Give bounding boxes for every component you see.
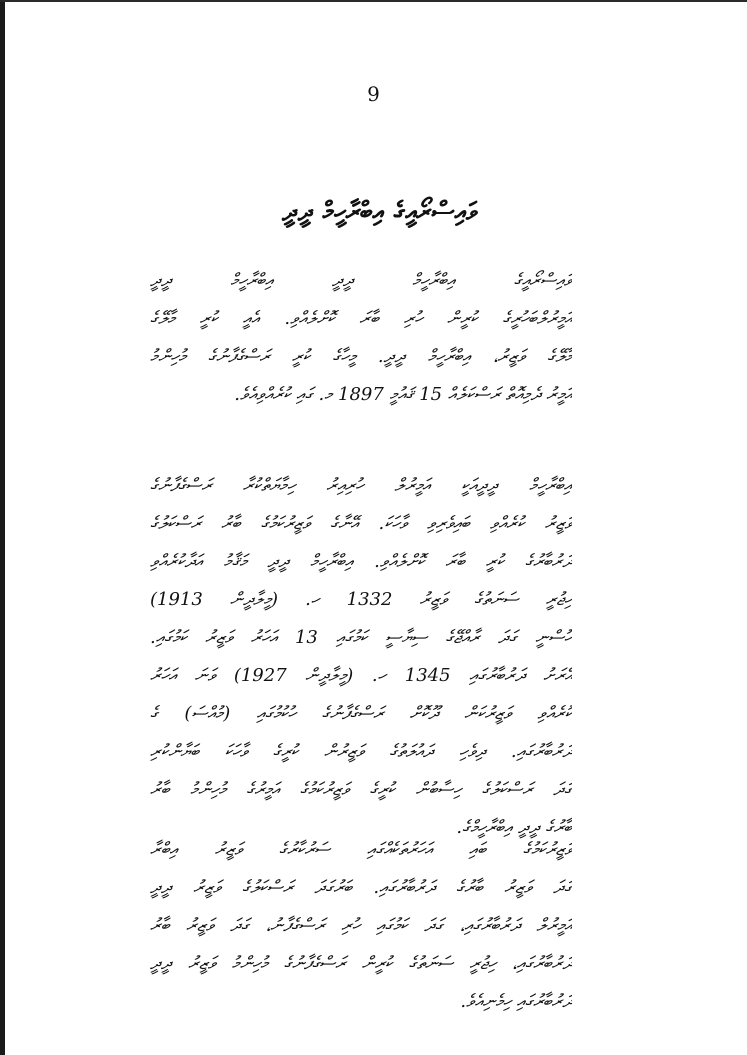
paragraph-1	[150, 262, 572, 414]
page-number: 9	[367, 82, 380, 106]
paragraph-line: ދަރުބާރުގެ ކުރީ ބާރަ ކޮށްލެއްވި. އިބްރާހީމް ދީދީ މަޤާމު އަދާކުރެއްވި	[150, 551, 572, 572]
scan-top-edge	[0, 0, 747, 2]
paragraph-line: ގަދަ ވަޒީރު ބާރުގެ ދަރުބާރުގައި. ބަރުގަދަ ރަސްކަލުގެ ވަޒީރު ދީދީ	[150, 877, 572, 898]
scan-left-edge	[0, 0, 5, 1055]
paragraph-line: އެރަށު ދަރުބާރުގައި 1345 ހ. (މީލާދީން 1927) ވަނަ އަހަރު	[150, 665, 572, 686]
paragraph-line: އިބްރާހީމް ދީދީއަކީ އަމީރުލް ހުރިއިރު ހިމާޔަތްކުރާ ރަސްގެފާނުގެ	[150, 475, 572, 496]
paragraph-line: އަމީރުލްބަހުރީގެ ކުރީން ހުރި ބާރަ ކޮށްލެއްވި. އެއީ ކުރީ މާލޭގެ	[150, 308, 572, 329]
paragraph-line: އަމީރުލް ދަރުބާރުގައި، ގަދަ ކަމުގައި ހުރި ރަސްގެފާނު، ގަދަ ވަޒީރު ބާރު	[150, 915, 572, 936]
paragraph-line: މާލޭގެ ވަޒީރު، އިބްރާހީމް ދީދީ. މީހާގެ ކުރީ ރަސްގެފާނުގެ މުހިންމު	[150, 346, 572, 367]
paragraph-line: ދަރުބާރުގައި. ދިވެހި ދައުލަތުގެ ވަޒީރުން ކުރީގެ ވާހަކަ ބަޔާންކުރި	[150, 741, 572, 762]
page-title: ވައިސްރޯއީގެ އިބްރާހީމް ދީދީ	[282, 197, 478, 227]
paragraph-line: ވަޒީރު ކުރެއްވި ބައިވެރިވި ވާހަކަ. އޭނާގެ ވަޒީރުކަމުގެ ބާރު ރަސްކަލުގެ	[150, 513, 572, 534]
paragraph-line: ދަރުބާރުގައި ހިމެނިއެވެ.	[460, 991, 572, 1012]
paragraph-line: ހިޖުރީ ސަނަތުގެ ވަޒީރު 1332 ހ. (މީލާދީން 1913)	[150, 589, 572, 610]
paragraph-line: ކުރެއްވި ވަޒީރުކަން ދޫކޮށް ރަސްގެފާނުގެ ހުކުމުގައި (މުއްސަ) ގެ	[150, 703, 572, 724]
paragraph-2	[150, 467, 572, 847]
paragraph-line: ވަޒީރުކަމުގެ ބައި އަހަރުތަކެއްގައި ސަރުކާރުގެ ވަޒީރު އިބްރާ	[150, 839, 572, 860]
paragraph-line: ވައިސްރޯއީގެ އިބްރާހީމް ދީދީ އިބްރާހީމް ދީދީ	[150, 270, 572, 291]
paragraph-line: ބާރުގެ ދީދީ އިބްރާހީމްގެ.	[456, 817, 572, 838]
paragraph-line: ހުސްނީ ގަދަ ރާއްޖޭގެ ސިޔާސީ ކަމުގައި 13 އަހަރު ވަޒީރު ކަމުގައި.	[150, 627, 572, 648]
paragraph-3	[150, 831, 572, 1021]
paragraph-line: އަމީރު ދެމިއޮތް ރަސްކަލެއް 15 ޤައުމީ 1897 މ. ގައި ކުރެއްވިއެވެ.	[234, 384, 572, 405]
paragraph-line: ދަރުބާރުގައި، ހިޖުރީ ސަނަތުގެ ކުރީން ރަސްގެފާނުގެ މުހިންމު ވަޒީރު ދީދީ	[150, 953, 572, 974]
paragraph-line: ގަދަ ރަސްކަލުގެ ހިސާބުން ކުރީގެ ވަޒީރުކަމުގެ އަމީރުގެ މުހިންމު ބާރު	[150, 779, 572, 800]
